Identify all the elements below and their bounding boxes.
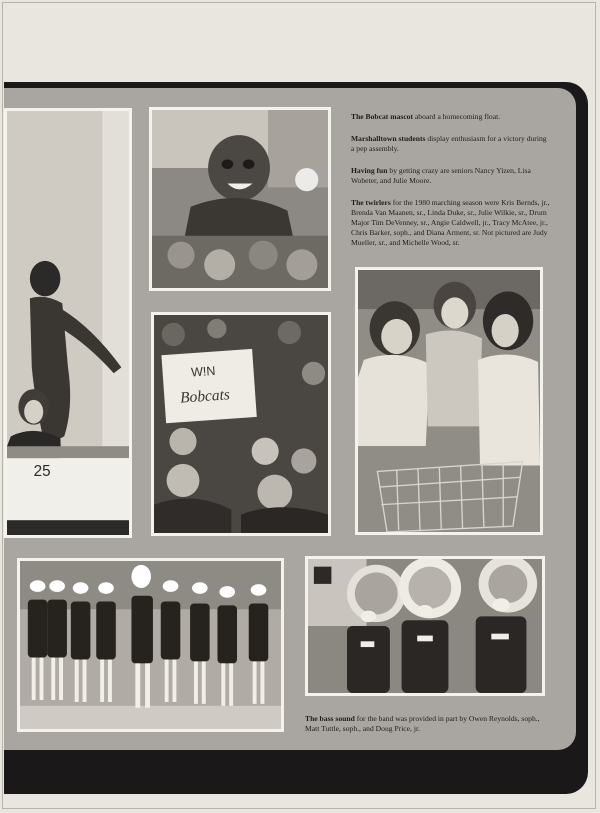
caption-bass-sound: [305, 714, 555, 734]
sign-text-line2: Bobcats: [179, 386, 231, 407]
caption-column: [351, 112, 551, 260]
sign-text-line1: W!N: [190, 363, 216, 380]
caption-mascot-lead: The Bobcat mascot: [351, 112, 414, 121]
caption-students: [351, 134, 551, 154]
caption-students-lead: Marshalltown students: [351, 134, 426, 143]
caption-having-fun-text: by getting crazy are seniors Nancy Yizen, Lisa Wobeter, and Julie Moore.: [351, 166, 531, 185]
caption-mascot-text: aboard a homecoming float.: [413, 112, 501, 121]
float-number-text: 25: [33, 462, 51, 480]
caption-having-fun-lead: Having fun: [351, 166, 388, 175]
photo-bass-players: [305, 556, 545, 696]
photo-pep-assembly: [151, 312, 331, 536]
photo-dancers-float: [4, 108, 132, 538]
photo-twirlers: [17, 558, 284, 732]
caption-mascot: [351, 112, 551, 122]
caption-having-fun: [351, 166, 551, 186]
caption-twirlers-lead: The twirlers: [351, 198, 391, 207]
caption-twirlers: [351, 198, 551, 248]
photo-bobcat-mascot: [149, 107, 331, 291]
caption-twirlers-text: for the 1980 marching season were Kris Bernds, jr., Brenda Van Maanen, sr., Linda Duke, sr., Julie Wilkie, sr., Drum Major Tim DeVenney, sr., Angie Caldwell, jr., Tracy McAtee, jr., Chris Barker, soph., and Diana Arment, sr. Not pictured are Judy Mueller, sr., and Michelle Wood, sr.: [351, 198, 550, 247]
caption-bass-lead: The bass sound: [305, 714, 355, 723]
photo-shopping-cart-girls: [355, 267, 543, 535]
caption-bass-text: for the band was provided in part by Owen Reynolds, soph., Matt Tuttle, soph., and Doug Price, jr.: [305, 714, 540, 733]
caption-students-text: display enthusiasm for a victory during a pep assembly.: [351, 134, 547, 153]
